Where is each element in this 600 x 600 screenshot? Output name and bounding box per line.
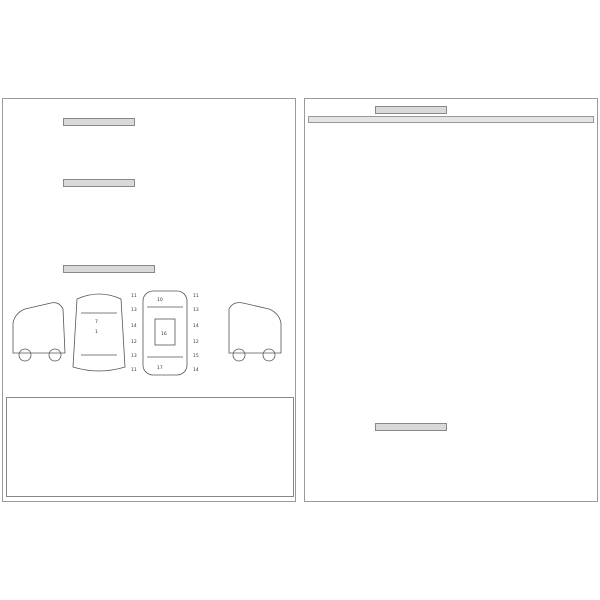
svg-text:14: 14 <box>131 324 137 329</box>
svg-text:14: 14 <box>193 324 199 329</box>
svg-text:13: 13 <box>131 354 137 359</box>
svg-text:14: 14 <box>193 368 199 373</box>
svg-text:16: 16 <box>161 332 167 337</box>
overall-section-title <box>63 179 135 187</box>
svg-text:1: 1 <box>95 330 98 335</box>
inspection-page-2 <box>304 98 598 502</box>
detail-section-title <box>375 106 447 114</box>
svg-text:10: 10 <box>157 298 163 303</box>
svg-text:17: 17 <box>157 366 163 371</box>
basic-info-section-title <box>63 118 135 126</box>
svg-text:11: 11 <box>131 368 137 373</box>
svg-text:13: 13 <box>131 308 137 313</box>
svg-text:11: 11 <box>131 294 137 299</box>
svg-text:7: 7 <box>95 320 98 325</box>
svg-text:13: 13 <box>193 308 199 313</box>
svg-text:12: 12 <box>193 340 199 345</box>
car-diagram <box>7 283 293 379</box>
svg-text:12: 12 <box>131 340 137 345</box>
panel-rank-table <box>6 397 294 497</box>
detail-column-headers <box>308 116 594 123</box>
svg-text:11: 11 <box>193 294 199 299</box>
other-info-section-title <box>375 423 447 431</box>
svg-text:15: 15 <box>193 354 199 359</box>
accident-section-title <box>63 265 155 273</box>
inspection-page-1 <box>2 98 296 502</box>
